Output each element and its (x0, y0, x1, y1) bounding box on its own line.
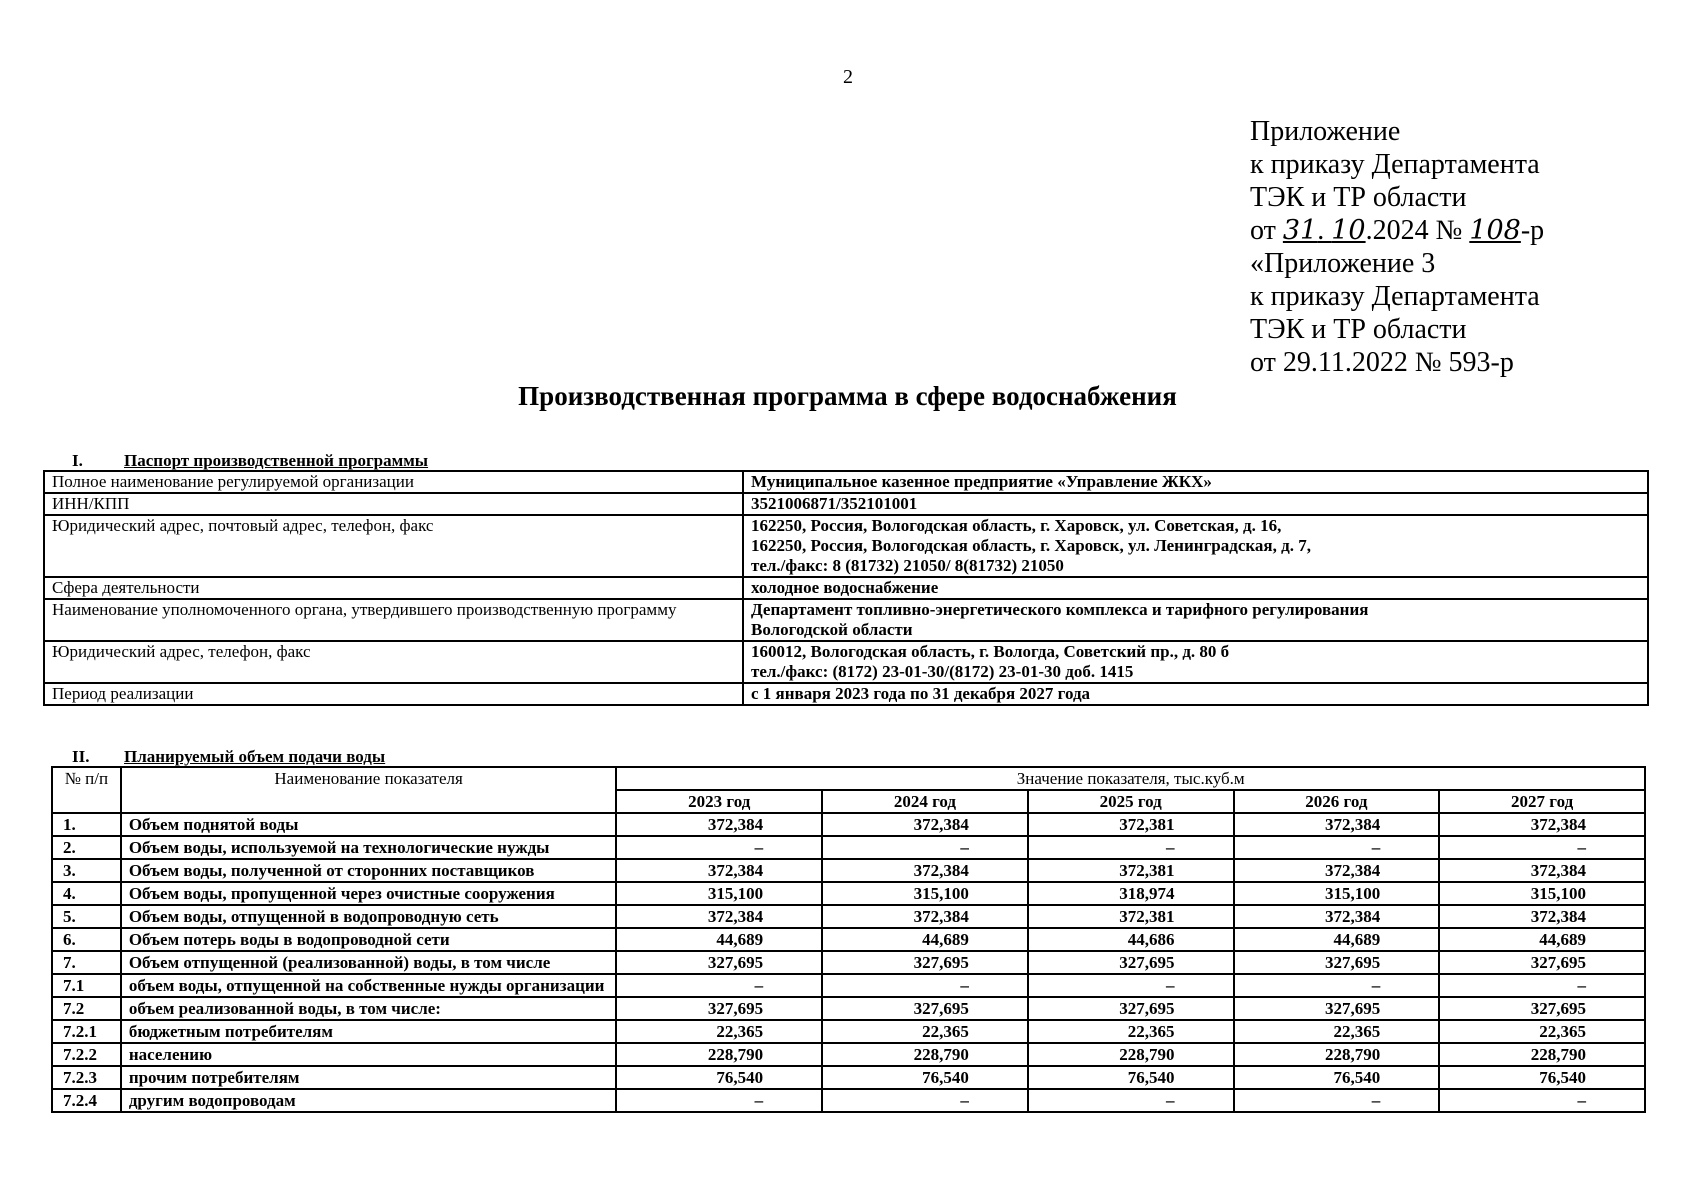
indicator-value: 315,100 (822, 882, 1028, 905)
row-number: 1. (52, 813, 121, 836)
year-header: 2024 год (822, 790, 1028, 813)
page-number: 2 (843, 66, 853, 88)
indicator-value: 44,689 (1234, 928, 1440, 951)
appendix-line: к приказу Департамента (1250, 281, 1540, 312)
document-title: Производственная программа в сфере водоснабжения (518, 381, 1177, 411)
appendix-date-prefix: от (1250, 215, 1276, 246)
indicator-value: 372,384 (1234, 813, 1440, 836)
indicator-value: 372,384 (822, 813, 1028, 836)
indicator-value: 228,790 (1028, 1043, 1234, 1066)
indicator-value: 372,384 (822, 905, 1028, 928)
passport-label: Полное наименование регулируемой организации (44, 471, 743, 493)
handwritten-day: 31 (1282, 215, 1318, 246)
passport-value-line: 162250, Россия, Вологодская область, г. Харовск, ул. Советская, д. 16, (751, 516, 1282, 535)
passport-value (743, 599, 1648, 641)
indicator-value: 327,695 (822, 951, 1028, 974)
passport-value-line: Муниципальное казенное предприятие «Управление ЖКХ» (751, 472, 1212, 491)
indicator-value: 76,540 (822, 1066, 1028, 1089)
indicator-value: 76,540 (1234, 1066, 1440, 1089)
indicator-value: 327,695 (1234, 951, 1440, 974)
indicator-name: Объем воды, полученной от сторонних поставщиков (121, 859, 617, 882)
appendix-line: ТЭК и ТР области (1250, 314, 1467, 345)
indicator-value: 315,100 (1439, 882, 1645, 905)
indicator-value: 22,365 (616, 1020, 822, 1043)
row-number: 7.1 (52, 974, 121, 997)
indicator-name: населению (121, 1043, 617, 1066)
appendix-line: к приказу Департамента (1250, 149, 1540, 180)
year-header: 2027 год (1439, 790, 1645, 813)
indicator-value: – (1234, 974, 1440, 997)
indicator-value: – (1028, 1089, 1234, 1112)
indicator-value: 44,689 (822, 928, 1028, 951)
indicator-value: 327,695 (1439, 997, 1645, 1020)
passport-row (44, 641, 1648, 683)
indicator-value: 76,540 (616, 1066, 822, 1089)
col-header-name: Наименование показателя (121, 767, 617, 813)
table-row (52, 836, 1645, 859)
indicator-value: 372,381 (1028, 813, 1234, 836)
passport-value (743, 493, 1648, 515)
row-number: 7.2.2 (52, 1043, 121, 1066)
passport-row (44, 471, 1648, 493)
passport-label: Период реализации (44, 683, 743, 705)
indicator-value: 228,790 (822, 1043, 1028, 1066)
indicator-value: 372,384 (1439, 859, 1645, 882)
passport-table (43, 470, 1649, 706)
section-heading-volume (72, 747, 385, 767)
row-number: 4. (52, 882, 121, 905)
indicator-value: 372,384 (1439, 813, 1645, 836)
handwritten-month: 10 (1331, 215, 1366, 246)
row-number: 5. (52, 905, 121, 928)
indicator-value: – (616, 974, 822, 997)
indicator-name: Объем отпущенной (реализованной) воды, в том числе (121, 951, 617, 974)
indicator-value: – (1234, 836, 1440, 859)
indicator-value: 22,365 (1234, 1020, 1440, 1043)
passport-label: Наименование уполномоченного органа, утвердившего производственную программу (44, 599, 743, 641)
indicator-value: 372,381 (1028, 859, 1234, 882)
section-title: Паспорт производственной программы (124, 451, 429, 470)
passport-value-line: Вологодской области (751, 620, 913, 639)
indicator-value: 372,384 (616, 813, 822, 836)
indicator-value: – (822, 836, 1028, 859)
indicator-value: 228,790 (1439, 1043, 1645, 1066)
indicator-value: 372,384 (616, 905, 822, 928)
appendix-block (1250, 115, 1544, 379)
water-volume-table (51, 766, 1646, 1113)
passport-row (44, 683, 1648, 705)
table-row (52, 928, 1645, 951)
indicator-value: – (616, 1089, 822, 1112)
passport-value (743, 577, 1648, 599)
table-row (52, 1066, 1645, 1089)
indicator-value: 372,381 (1028, 905, 1234, 928)
indicator-value: 22,365 (822, 1020, 1028, 1043)
passport-value-line: тел./факс: (8172) 23-01-30/(8172) 23-01-30 доб. 1415 (751, 662, 1134, 681)
indicator-value: 327,695 (1439, 951, 1645, 974)
passport-label: ИНН/КПП (44, 493, 743, 515)
indicator-value: 327,695 (616, 997, 822, 1020)
passport-label: Юридический адрес, телефон, факс (44, 641, 743, 683)
indicator-value: – (1439, 1089, 1645, 1112)
indicator-value: – (1439, 974, 1645, 997)
indicator-value: 44,689 (1439, 928, 1645, 951)
appendix-line: Приложение (1250, 116, 1401, 147)
row-number: 7. (52, 951, 121, 974)
indicator-value: 327,695 (1028, 997, 1234, 1020)
passport-value-line: 162250, Россия, Вологодская область, г. Харовск, ул. Ленинградская, д. 7, (751, 536, 1311, 555)
passport-value-line: 3521006871/352101001 (751, 494, 918, 513)
indicator-value: 315,100 (616, 882, 822, 905)
row-number: 7.2.4 (52, 1089, 121, 1112)
table-row (52, 1043, 1645, 1066)
appendix-line: ТЭК и ТР области (1250, 182, 1467, 213)
indicator-value: 22,365 (1439, 1020, 1645, 1043)
row-number: 7.2.3 (52, 1066, 121, 1089)
year-header: 2025 год (1028, 790, 1234, 813)
appendix-date-line: от 31. 10.2024 № 108-р (1250, 215, 1545, 246)
table-row (52, 859, 1645, 882)
indicator-value: 22,365 (1028, 1020, 1234, 1043)
appendix-line: от 29.11.2022 № 593-р (1250, 347, 1514, 378)
passport-label: Сфера деятельности (44, 577, 743, 599)
passport-value-line: холодное водоснабжение (751, 578, 939, 597)
passport-row (44, 493, 1648, 515)
indicator-value: – (1028, 836, 1234, 859)
indicator-value: 228,790 (616, 1043, 822, 1066)
indicator-value: 76,540 (1028, 1066, 1234, 1089)
passport-value-line: Департамент топливно-энергетического комплекса и тарифного регулирования (751, 600, 1369, 619)
indicator-value: – (1234, 1089, 1440, 1112)
indicator-value: 372,384 (822, 859, 1028, 882)
indicator-name: бюджетным потребителям (121, 1020, 617, 1043)
indicator-value: 76,540 (1439, 1066, 1645, 1089)
year-header: 2023 год (616, 790, 822, 813)
indicator-value: 44,686 (1028, 928, 1234, 951)
passport-value (743, 515, 1648, 577)
indicator-value: 228,790 (1234, 1043, 1440, 1066)
table-row (52, 951, 1645, 974)
indicator-name: Объем поднятой воды (121, 813, 617, 836)
appendix-suffix: -р (1520, 215, 1545, 246)
indicator-value: – (822, 1089, 1028, 1112)
indicator-value: – (1439, 836, 1645, 859)
indicator-name: Объем потерь воды в водопроводной сети (121, 928, 617, 951)
indicator-value: 372,384 (1234, 859, 1440, 882)
table-row (52, 997, 1645, 1020)
section-heading-passport (72, 451, 428, 471)
indicator-name: объем реализованной воды, в том числе: (121, 997, 617, 1020)
passport-label: Юридический адрес, почтовый адрес, телефон, факс (44, 515, 743, 577)
year-header: 2026 год (1234, 790, 1440, 813)
row-number: 6. (52, 928, 121, 951)
passport-value-line: 160012, Вологодская область, г. Вологда, Советский пр., д. 80 б (751, 642, 1230, 661)
indicator-value: 44,689 (616, 928, 822, 951)
indicator-name: объем воды, отпущенной на собственные нужды организации (121, 974, 617, 997)
indicator-name: другим водопроводам (121, 1089, 617, 1112)
passport-row (44, 577, 1648, 599)
table-row (52, 974, 1645, 997)
indicator-value: 327,695 (616, 951, 822, 974)
table-row (52, 813, 1645, 836)
row-number: 3. (52, 859, 121, 882)
appendix-year: .2024 № (1365, 215, 1463, 246)
indicator-value: – (1028, 974, 1234, 997)
indicator-value: 372,384 (1234, 905, 1440, 928)
indicator-value: 315,100 (1234, 882, 1440, 905)
handwritten-number: 108 (1469, 215, 1521, 246)
indicator-name: Объем воды, отпущенной в водопроводную сеть (121, 905, 617, 928)
indicator-name: Объем воды, используемой на технологические нужды (121, 836, 617, 859)
table-row (52, 882, 1645, 905)
section-number: I. (72, 451, 83, 470)
indicator-value: 318,974 (1028, 882, 1234, 905)
table-row (52, 1020, 1645, 1043)
passport-value-line: тел./факс: 8 (81732) 21050/ 8(81732) 21050 (751, 556, 1064, 575)
indicator-value: 372,384 (1439, 905, 1645, 928)
passport-value (743, 683, 1648, 705)
row-number: 7.2.1 (52, 1020, 121, 1043)
indicator-name: Объем воды, пропущенной через очистные сооружения (121, 882, 617, 905)
indicator-value: – (616, 836, 822, 859)
passport-value-line: с 1 января 2023 года по 31 декабря 2027 года (751, 684, 1091, 703)
row-number: 7.2 (52, 997, 121, 1020)
col-header-number: № п/п (52, 767, 121, 813)
col-header-values: Значение показателя, тыс.куб.м (616, 767, 1645, 790)
indicator-value: 327,695 (1028, 951, 1234, 974)
table-row (52, 1089, 1645, 1112)
passport-value (743, 641, 1648, 683)
passport-row (44, 515, 1648, 577)
passport-value (743, 471, 1648, 493)
indicator-name: прочим потребителям (121, 1066, 617, 1089)
indicator-value: – (822, 974, 1028, 997)
indicator-value: 327,695 (1234, 997, 1440, 1020)
appendix-line: «Приложение 3 (1250, 248, 1436, 279)
indicator-value: 327,695 (822, 997, 1028, 1020)
row-number: 2. (52, 836, 121, 859)
passport-row (44, 599, 1648, 641)
section-title: Планируемый объем подачи воды (124, 747, 386, 766)
indicator-value: 372,384 (616, 859, 822, 882)
section-number: II. (72, 747, 90, 766)
table-row (52, 905, 1645, 928)
